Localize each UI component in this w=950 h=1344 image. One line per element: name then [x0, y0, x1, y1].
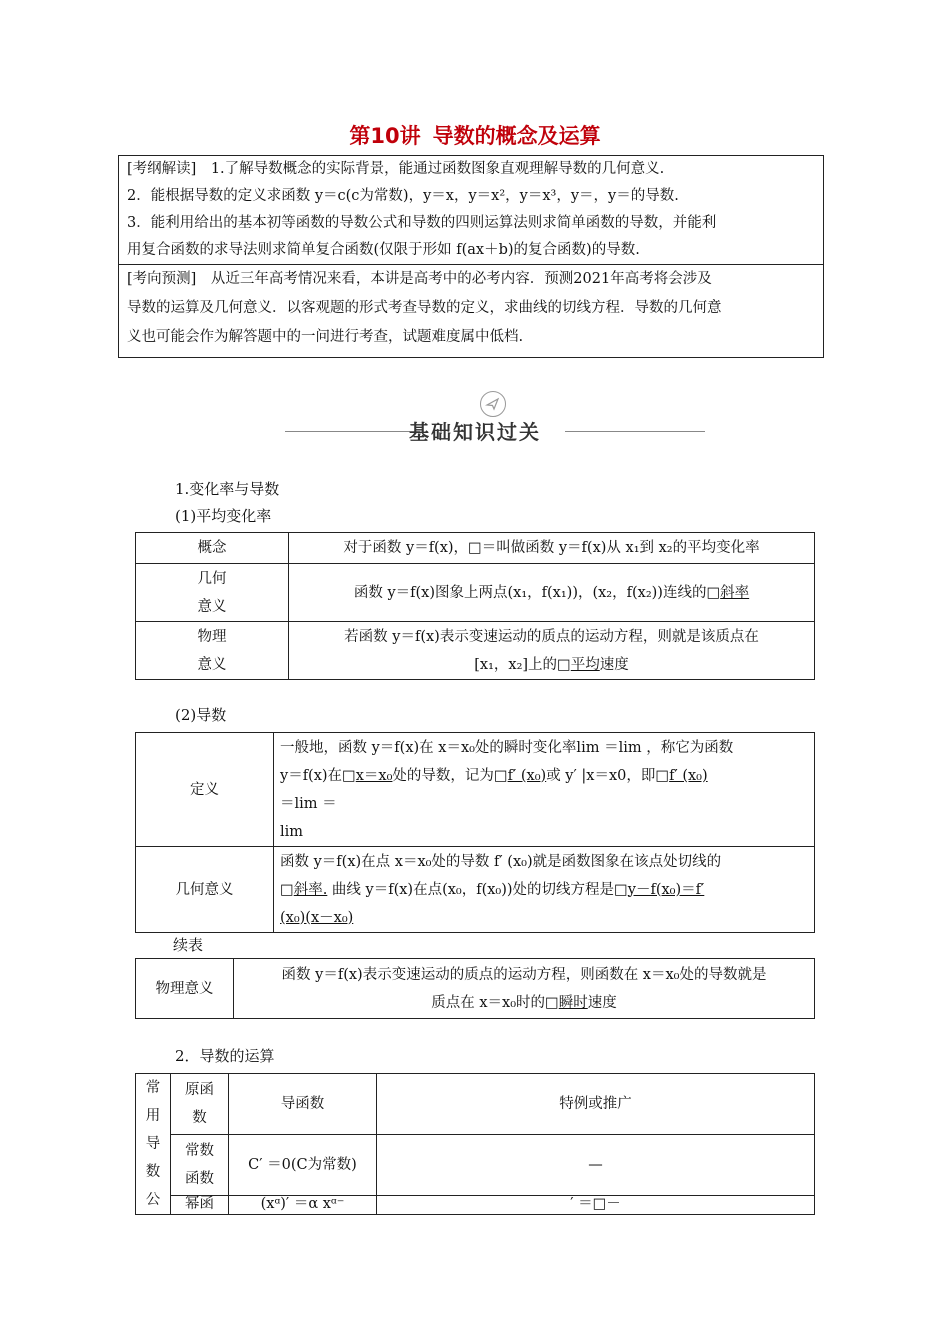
forecast-box — [118, 264, 824, 358]
subheading-average-rate: (1)平均变化率 — [175, 507, 272, 525]
heading-derivative-operations: 2．导数的运算 — [175, 1047, 275, 1065]
table-row — [136, 622, 815, 680]
outline-line: 用复合函数的求导法则求简单复合函数(仅限于形如 f(ax＋b)的复合函数)的导数. — [127, 242, 640, 258]
table-value: 函数 y＝f(x)表示变速运动的质点的运动方程，则函数在 x＝x₀处的导数就是 质点在 x＝x₀时的□瞬时速度 — [234, 959, 815, 1019]
derivative-formula-table — [135, 1073, 815, 1215]
side-label: 常 用 导 数 公 — [136, 1074, 171, 1215]
paper-plane-icon — [481, 392, 505, 416]
paper-plane-icon — [480, 391, 506, 417]
header-original-function: 原函 数 — [171, 1074, 229, 1135]
outline-line: [考纲解读] 1.了解导数概念的实际背景，能通过函数图象直观理解导数的几何意义. — [127, 161, 665, 177]
row-key: 常数 函数 — [171, 1135, 229, 1196]
row-special: ′ ＝□－ — [377, 1196, 815, 1215]
lecture-number: 第10讲 — [349, 124, 421, 148]
table-value: 一般地，函数 y＝f(x)在 x＝x₀处的瞬时变化率lim ＝lim ，称它为函数 y＝f(x)在□x＝x₀处的导数，记为□f′ (x₀)或 y′ |x＝x0，即□f′ (x₀) ＝lim ＝ lim — [274, 733, 815, 847]
average-rate-table — [135, 532, 815, 680]
section-divider-right — [565, 431, 705, 432]
subheading-derivative: (2)导数 — [175, 706, 227, 724]
table-key: 几何 意义 — [136, 564, 289, 622]
table-key: 概念 — [136, 533, 289, 564]
outline-box — [118, 155, 824, 264]
table-row — [136, 733, 815, 847]
table-value: 函数 y＝f(x)图象上两点(x₁，f(x₁))，(x₂，f(x₂))连线的□斜率 — [289, 564, 815, 622]
heading-change-rate: 1.变化率与导数 — [175, 480, 280, 498]
lecture-name: 导数的概念及运算 — [432, 124, 601, 148]
table-value: 函数 y＝f(x)在点 x＝x₀处的导数 f′ (x₀)就是函数图象在该点处切线的 □斜率. 曲线 y＝f(x)在点(x₀，f(x₀))处的切线方程是□y－f(x₀)＝f′ (x₀)(x－x₀) — [274, 847, 815, 933]
table-key: 定义 — [136, 733, 274, 847]
header-special-case: 特例或推广 — [377, 1074, 815, 1135]
table-row — [136, 564, 815, 622]
table-row — [136, 959, 815, 1019]
row-derivative: (xᵅ)′ ＝α xᵅ⁻ — [229, 1196, 377, 1215]
page-title — [0, 120, 950, 150]
table-row — [136, 1074, 815, 1135]
table-key: 几何意义 — [136, 847, 274, 933]
derivative-table — [135, 732, 815, 933]
forecast-line: 导数的运算及几何意义．以客观题的形式考查导数的定义，求曲线的切线方程．导数的几何意 — [127, 300, 722, 316]
section-title: 基础知识过关 — [409, 420, 541, 444]
forecast-line: [考向预测] 从近三年高考情况来看，本讲是高考中的必考内容．预测2021年高考将会涉及 — [127, 271, 712, 287]
row-derivative: C′ ＝0(C为常数) — [229, 1135, 377, 1196]
table-value: 对于函数 y＝f(x)，□＝叫做函数 y＝f(x)从 x₁到 x₂的平均变化率 — [289, 533, 815, 564]
outline-line: 3．能利用给出的基本初等函数的导数公式和导数的四则运算法则求简单函数的导数，并能利 — [127, 215, 717, 231]
outline-line: 2．能根据导数的定义求函数 y＝c(c为常数)，y＝x，y＝x²，y＝x³，y＝，y＝的导数. — [127, 188, 679, 204]
row-key: 幂函 — [171, 1196, 229, 1215]
table-key: 物理意义 — [136, 959, 234, 1019]
table-row — [136, 533, 815, 564]
table-row — [136, 1135, 815, 1196]
row-special: — — [377, 1135, 815, 1196]
table-key: 物理 意义 — [136, 622, 289, 680]
continued-label: 续表 — [173, 936, 204, 954]
table-row — [136, 847, 815, 933]
forecast-line: 义也可能会作为解答题中的一问进行考查，试题难度属中低档. — [127, 329, 524, 345]
table-row — [136, 1196, 815, 1215]
table-value: 若函数 y＝f(x)表示变速运动的质点的运动方程，则就是该质点在 [x₁，x₂]上的□平均速度 — [289, 622, 815, 680]
header-derivative: 导函数 — [229, 1074, 377, 1135]
physical-meaning-table — [135, 958, 815, 1019]
